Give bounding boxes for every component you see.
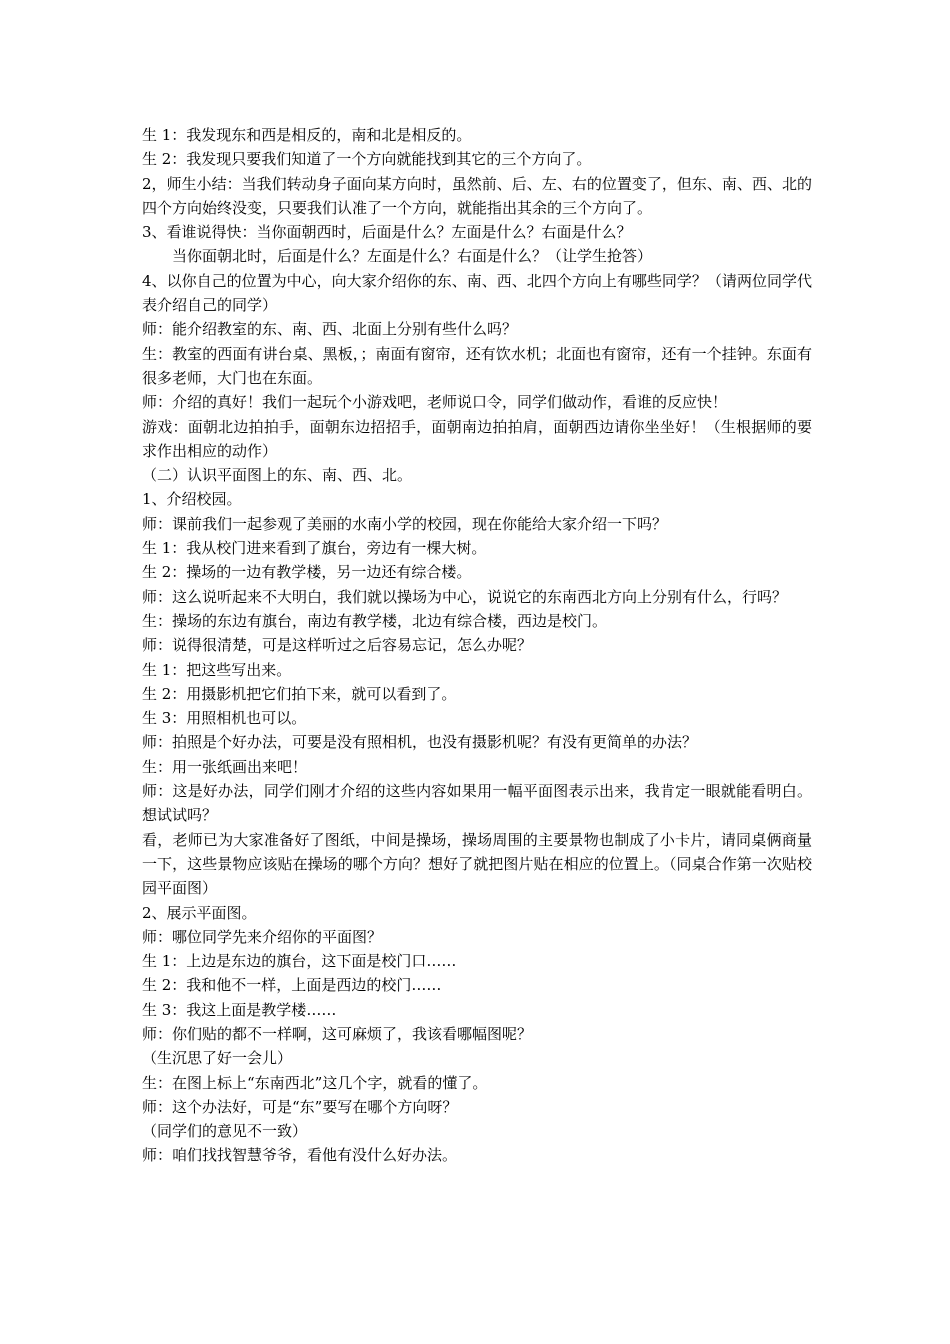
text-line: 生：操场的东边有旗台，南边有教学楼，北边有综合楼，西边是校门。 [142, 611, 608, 630]
text-line: 师：这是好办法，同学们刚才介绍的这些内容如果用一幅平面图表示出来，我肯定一眼就能看明白。想试试吗？ [142, 782, 812, 825]
text-line: 生：教室的西面有讲台桌、黑板，；南面有窗帘，还有饮水机；北面也有窗帘，还有一个挂钟。东面有很多老师，大门也在东面。 [142, 344, 812, 387]
text-line: 生 1：把这些写出来。 [142, 660, 292, 679]
text-line: 师：能介绍教室的东、南、西、北面上分别有些什么吗？ [142, 320, 518, 339]
text-line: （同学们的意见不一致） [142, 1122, 308, 1141]
text-line: 4、以你自己的位置为中心，向大家介绍你的东、南、西、北四个方向上有哪些同学？（请两位同学代表介绍自己的同学） [142, 271, 812, 315]
text-line: 生 2：我发现只要我们知道了一个方向就能找到其它的三个方向了。 [142, 150, 592, 169]
document-body [142, 123, 812, 1168]
text-line: 3、看谁说得快：当你面朝西时，后面是什么？左面是什么？右面是什么？ [142, 223, 632, 242]
text-line: 师：哪位同学先来介绍你的平面图？ [142, 927, 383, 946]
text-line: 2、展示平面图。 [142, 903, 257, 922]
text-line: 师：咱们找找智慧爷爷，看他有没什么好办法。 [142, 1146, 458, 1165]
text-line: 生 2：操场的一边有教学楼，另一边还有综合楼。 [142, 563, 472, 582]
text-line: 生 3：我这上面是教学楼…… [142, 1000, 337, 1019]
text-line: 看，老师已为大家准备好了图纸，中间是操场，操场周围的主要景物也制成了小卡片，请同桌俩商量一下，这些景物应该贴在操场的哪个方向？想好了就把图片贴在相应的位置上。（同桌合作第一次贴校园平面图） [142, 830, 812, 898]
text-line: 师：这么说听起来不大明白，我们就以操场为中心，说说它的东南西北方向上分别有什么，行吗？ [142, 587, 788, 606]
text-line: 师：你们贴的都不一样啊，这可麻烦了，我该看哪幅图呢？ [142, 1024, 533, 1043]
text-line: 师：这个办法好，可是“东”要写在哪个方向呀？ [142, 1097, 458, 1116]
text-line: 师：介绍的真好！我们一起玩个小游戏吧，老师说口令，同学们做动作，看谁的反应快！ [142, 393, 728, 412]
text-line: 师：说得很清楚，可是这样听过之后容易忘记，怎么办呢？ [142, 636, 533, 655]
text-line: 生 1：上边是东边的旗台，这下面是校门口…… [142, 952, 457, 971]
text-line: 师：课前我们一起参观了美丽的水南小学的校园，现在你能给大家介绍一下吗？ [142, 514, 668, 533]
text-line: 生 3：用照相机也可以。 [142, 709, 307, 728]
text-line: 生 2：我和他不一样，上面是西边的校门…… [142, 976, 442, 995]
text-line: 生：在图上标上“东南西北”这几个字，就看的懂了。 [142, 1073, 488, 1092]
text-line: 1、介绍校园。 [142, 490, 242, 509]
text-line: （生沉思了好一会儿） [142, 1049, 293, 1068]
section-heading: （二）认识平面图上的东、南、西、北。 [142, 466, 413, 485]
text-line: 游戏：面朝北边拍拍手，面朝东边招招手，面朝南边拍拍肩，面朝西边请你坐坐好！（生根据师的要求作出相应的动作） [142, 417, 812, 460]
text-line: 2，师生小结：当我们转动身子面向某方向时，虽然前、后、左、右的位置变了，但东、南、西、北的四个方向始终没变，只要我们认准了一个方向，就能指出其余的三个方向了。 [142, 174, 812, 217]
text-line: 师：拍照是个好办法，可要是没有照相机，也没有摄影机呢？有没有更简单的办法？ [142, 733, 698, 752]
text-line: 当你面朝北时，后面是什么？左面是什么？右面是什么？（让学生抢答） [172, 247, 653, 266]
text-line: 生：用一张纸画出来吧！ [142, 757, 308, 776]
text-line: 生 2：用摄影机把它们拍下来，就可以看到了。 [142, 684, 457, 703]
text-line: 生 1：我从校门进来看到了旗台，旁边有一棵大树。 [142, 539, 487, 558]
text-line: 生 1：我发现东和西是相反的，南和北是相反的。 [142, 126, 472, 144]
